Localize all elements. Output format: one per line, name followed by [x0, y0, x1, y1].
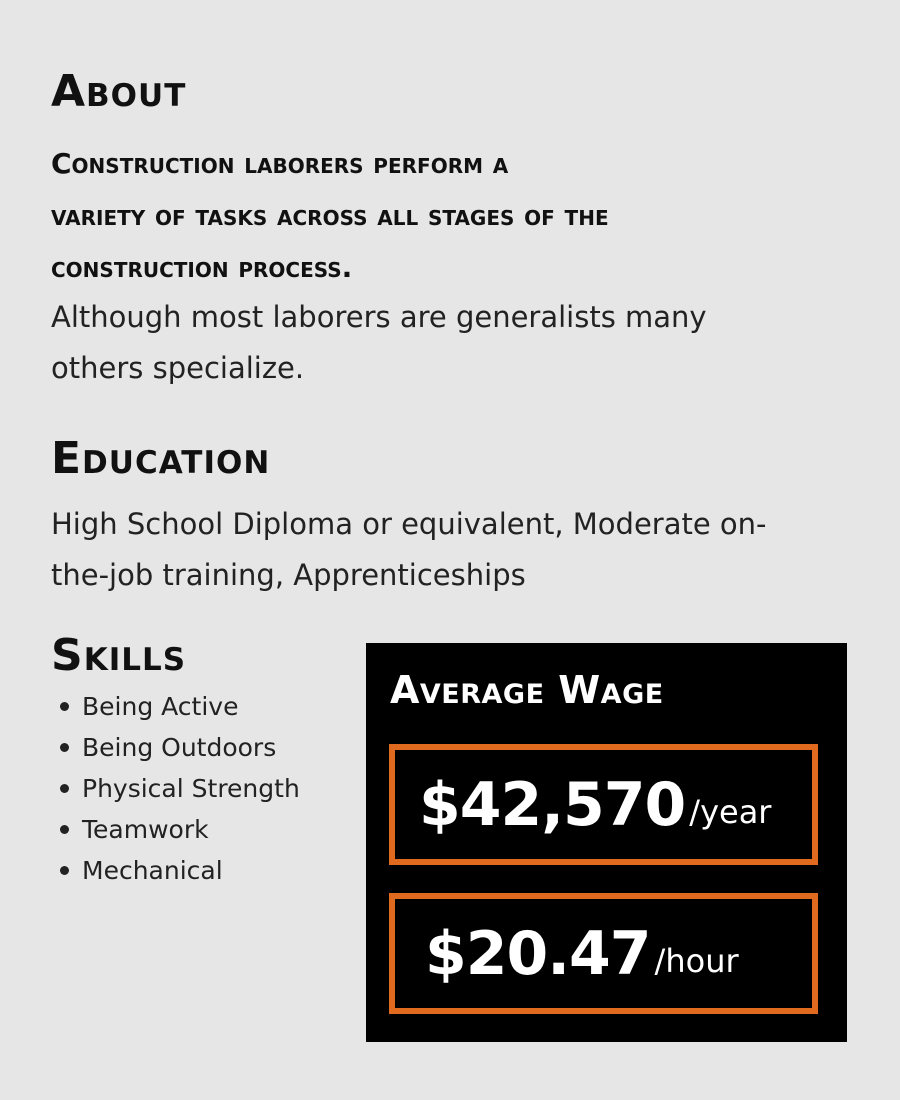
bullet-icon [60, 825, 69, 834]
about-lead [51, 138, 831, 294]
skill-item [56, 809, 300, 850]
bullet-icon [60, 743, 69, 752]
annual-wage-unit: /year [689, 792, 772, 831]
skill-item [56, 850, 300, 891]
skills-list [56, 686, 300, 891]
education-body [51, 499, 861, 601]
skills-heading: Skills [51, 630, 187, 681]
about-body-line: Although most laborers are generalists many [51, 300, 707, 334]
average-wage-heading: Average Wage [390, 668, 664, 712]
skill-label: Teamwork [82, 815, 209, 844]
skill-item [56, 727, 300, 768]
about-lead-line: construction process. [51, 251, 353, 284]
hourly-wage-box [389, 893, 818, 1014]
skill-label: Being Active [82, 692, 239, 721]
skill-label: Being Outdoors [82, 733, 277, 762]
bullet-icon [60, 784, 69, 793]
skill-label: Physical Strength [82, 774, 300, 803]
skill-label: Mechanical [82, 856, 223, 885]
about-body [51, 292, 861, 394]
about-lead-line: Construction laborers perform a [51, 147, 509, 180]
hourly-wage-amount: $20.47 [425, 918, 651, 989]
hourly-wage-unit: /hour [654, 941, 739, 980]
skill-item [56, 768, 300, 809]
annual-wage-box [389, 744, 818, 865]
bullet-icon [60, 866, 69, 875]
skill-item [56, 686, 300, 727]
about-heading: About [51, 66, 187, 117]
about-lead-line: variety of tasks across all stages of the [51, 199, 609, 232]
education-heading: Education [51, 433, 271, 484]
about-body-line: others specialize. [51, 351, 305, 385]
bullet-icon [60, 702, 69, 711]
education-body-line: High School Diploma or equivalent, Moderate on- [51, 507, 767, 541]
average-wage-panel [366, 643, 847, 1042]
annual-wage-amount: $42,570 [419, 769, 686, 840]
education-body-line: the-job training, Apprenticeships [51, 558, 526, 592]
